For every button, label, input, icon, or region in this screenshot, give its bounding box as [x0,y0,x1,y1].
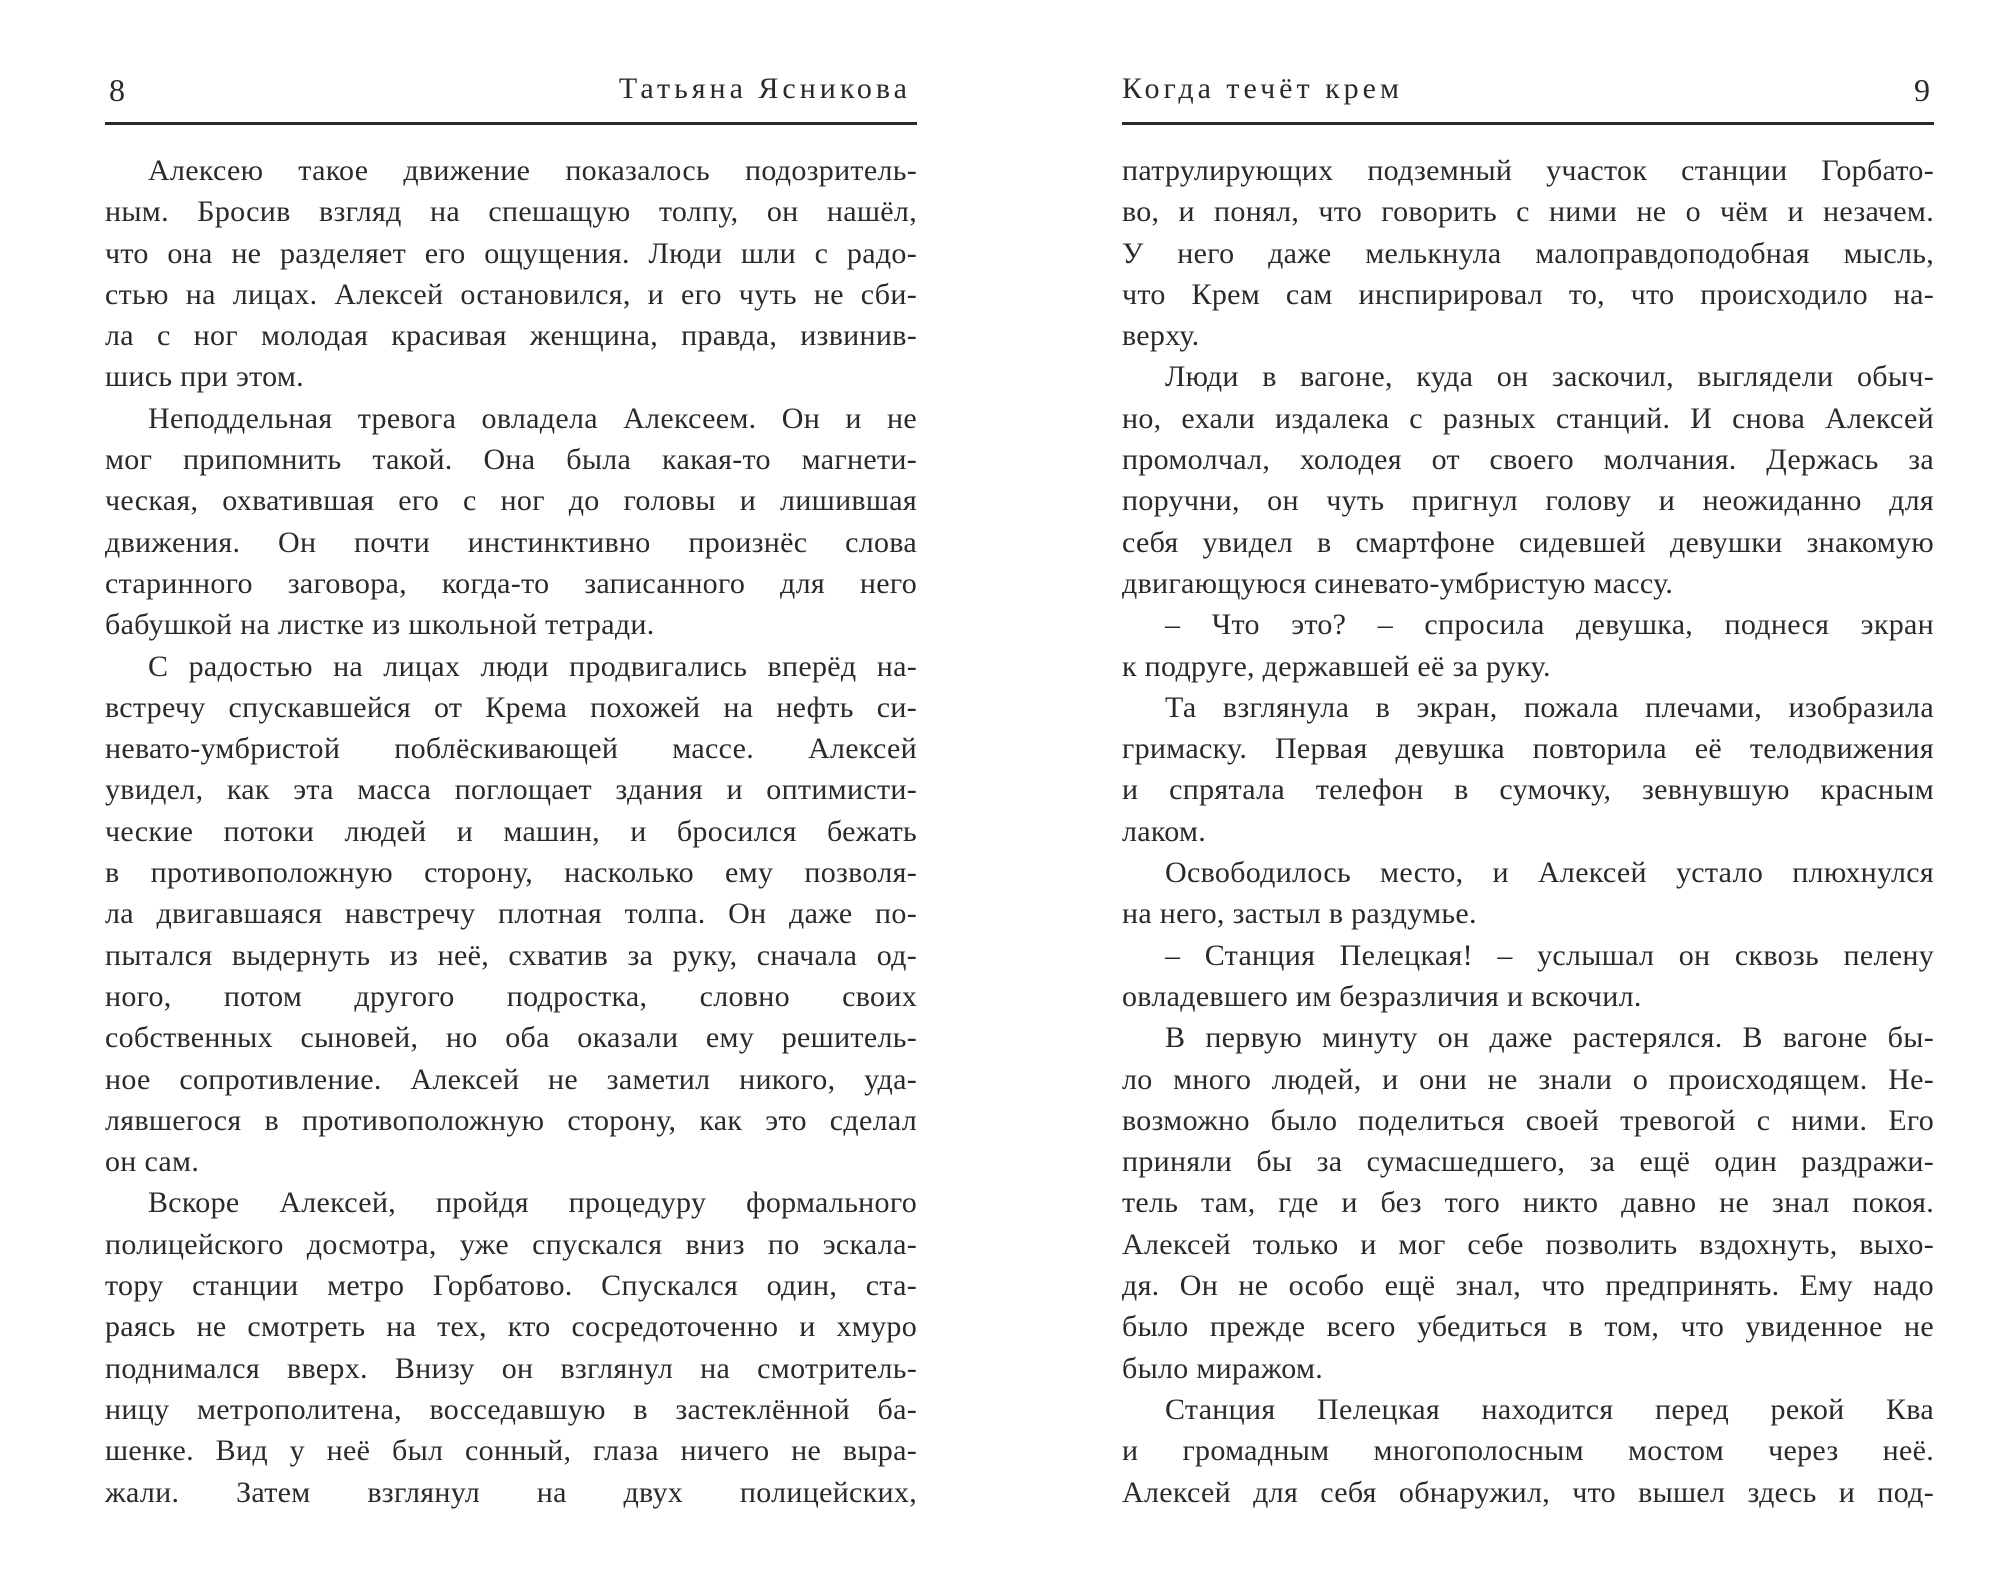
text-line: Неподдельная тревога овладела Алексеем. Он и не [148,401,917,435]
text-line: было миражом. [1122,1351,1324,1385]
text-line: шенке. Вид у неё был сонный, глаза ничего не выра- [105,1434,917,1468]
text-line: пытался выдернуть из неё, схватив за руку, сначала од- [105,938,917,972]
text-line: и громадным многополосным мостом через неё. [1122,1434,1934,1468]
right-page-number: 9 [1914,72,1930,108]
right-page-text [1122,150,1934,1513]
text-line: ческая, охватившая его с ног до головы и лишившая [105,484,917,518]
text-line: бабушкой на листке из школьной тетради. [105,608,655,642]
text-line: тель там, где и без того никто давно не знал покоя. [1122,1186,1934,1220]
text-line: старинного заговора, когда-то записанного для него [105,566,917,600]
text-line: ла двигавшаяся навстречу плотная толпа. Он даже по- [105,897,917,931]
text-line: дя. Он не особо ещё знал, что предпринять. Ему надо [1122,1269,1934,1303]
text-line: мог припомнить такой. Она была какая-то магнети- [105,443,917,477]
paragraph [1122,852,1934,935]
text-line: верху. [1122,319,1200,353]
left-page [105,0,917,1580]
text-line: в противоположную сторону, насколько ему позволя- [105,856,917,890]
text-line: полицейского досмотра, уже спускался вниз по эскала- [105,1227,917,1261]
text-line: У него даже мелькнула малоправдоподобная мысль, [1122,236,1934,270]
text-line: лявшегося в противоположную сторону, как это сделал [105,1103,917,1137]
paragraph [105,646,917,1183]
text-line: Люди в вагоне, куда он заскочил, выглядели обыч- [1165,360,1934,394]
text-line: возможно было поделиться своей тревогой с ними. Его [1122,1103,1934,1137]
text-line: двигающуюся синевато-умбристую массу. [1122,566,1674,600]
paragraph [1122,604,1934,687]
text-line: он сам. [105,1145,200,1179]
text-line: ло много людей, и они не знали о происходящем. Не- [1122,1062,1934,1096]
text-line: на него, застыл в раздумье. [1122,897,1477,931]
text-line: Станция Пелецкая находится перед рекой Ква [1165,1392,1934,1426]
text-line: и спрятала телефон в сумочку, зевнувшую красным [1122,773,1934,807]
text-line: раясь не смотреть на тех, кто сосредоточенно и хмуро [105,1310,917,1344]
text-line: С радостью на лицах люди продвигались вперёд на- [148,649,917,683]
text-line: ное сопротивление. Алексей не заметил никого, уда- [105,1062,917,1096]
text-line: Алексею такое движение показалось подозритель- [148,154,917,187]
paragraph [1122,1389,1934,1513]
paragraph [105,150,917,398]
paragraph [1122,356,1934,604]
left-page-text [105,150,917,1513]
text-line: лаком. [1122,814,1207,848]
paragraph [1122,935,1934,1018]
text-line: шись при этом. [105,360,304,394]
text-line: ла с ног молодая красивая женщина, правда, извинив- [105,319,917,353]
text-line: ного, потом другого подростка, словно своих [105,979,917,1013]
text-line: было прежде всего убедиться в том, что увиденное не [1122,1310,1934,1344]
text-line: поднимался вверх. Внизу он взглянул на смотритель- [105,1351,917,1385]
text-line: стью на лицах. Алексей остановился, и его чуть не сби- [105,277,917,311]
text-line: движения. Он почти инстинктивно произнёс слова [105,525,917,559]
text-line: поручни, он чуть пригнул голову и неожиданно для [1122,484,1934,518]
text-line: невато-умбристой поблёскивающей массе. Алексей [105,732,917,766]
text-line: Та взглянула в экран, пожала плечами, изобразила [1165,690,1934,724]
text-line: овладевшего им безразличия и вскочил. [1122,979,1642,1013]
left-running-head: Татьяна Ясникова [618,72,911,105]
text-line: Алексей для себя обнаружил, что вышел здесь и под- [1122,1475,1934,1509]
text-line: Вскоре Алексей, пройдя процедуру формального [148,1186,917,1220]
text-line: Освободилось место, и Алексей устало плюхнулся [1165,856,1934,890]
paragraph [105,398,917,646]
text-line: увидел, как эта масса поглощает здания и оптимисти- [105,773,917,807]
text-line: что она не разделяет его ощущения. Люди шли с радо- [105,236,917,270]
text-line: В первую минуту он даже растерялся. В вагоне бы- [1165,1021,1934,1055]
text-line: гримаску. Первая девушка повторила её телодвижения [1122,732,1934,766]
right-page [1122,0,1934,1580]
text-line: приняли бы за сумасшедшего, за ещё один раздражи- [1122,1145,1934,1179]
text-line: тору станции метро Горбатово. Спускался один, ста- [105,1269,917,1303]
left-page-number: 8 [109,72,125,108]
text-line: но, ехали издалека с разных станций. И снова Алексей [1122,401,1934,435]
left-page-header [105,62,917,125]
text-line: собственных сыновей, но оба оказали ему решитель- [105,1021,917,1055]
paragraph [105,1182,917,1512]
text-line: жали. Затем взглянул на двух полицейских, [105,1475,917,1509]
paragraph [1122,687,1934,852]
text-line: встречу спускавшейся от Крема похожей на нефть си- [105,690,917,724]
text-line: во, и понял, что говорить с ними не о чём и незачем. [1122,195,1934,229]
paragraph [1122,1017,1934,1389]
paragraph [1122,150,1934,356]
text-line: ницу метрополитена, восседавшую в застеклённой ба- [105,1392,917,1426]
right-running-head: Когда течёт крем [1122,72,1403,105]
text-line: к подруге, державшей её за руку. [1122,649,1551,683]
text-line: – Что это? – спросила девушка, поднеся экран [1165,608,1934,642]
text-line: что Крем сам инспирировал то, что происходило на- [1122,277,1934,311]
text-line: Алексей только и мог себе позволить вздохнуть, выхо- [1122,1227,1934,1261]
text-line: – Станция Пелецкая! – услышал он сквозь пелену [1165,938,1934,972]
text-line: промолчал, холодея от своего молчания. Держась за [1122,443,1934,477]
text-line: патрулирующих подземный участок станции Горбато- [1122,154,1934,187]
text-line: ческие потоки людей и машин, и бросился бежать [105,814,917,848]
text-line: себя увидел в смартфоне сидевшей девушки знакомую [1122,525,1934,559]
text-line: ным. Бросив взгляд на спешащую толпу, он нашёл, [105,195,917,229]
right-page-header [1122,62,1934,125]
